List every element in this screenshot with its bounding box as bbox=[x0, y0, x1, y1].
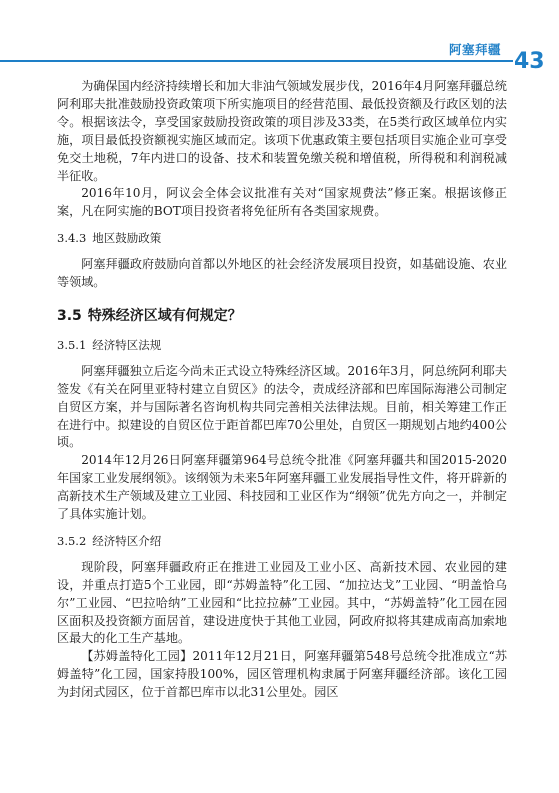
body-paragraph: 现阶段，阿塞拜疆政府正在推进工业园及工业小区、高新技术园、农业园的建设，并重点打造5个工业园，即“苏姆盖特”化工园、“加拉达戈”工业园、“明盖恰乌尔”工业园、“巴拉哈纳”工业园和“比拉拉赫”工业园。其中，“苏姆盖特”化工园在园区面积及投资额方面居首，建设进度快于其他工业园，阿政府拟将其建成南高加索地区最大的化工生产基地。 bbox=[57, 559, 507, 646]
page-number: 43 bbox=[514, 49, 545, 74]
section-number: 3.5.2 bbox=[57, 533, 87, 548]
section-heading-3-5-2 bbox=[57, 533, 507, 551]
section-title: 经济特区介绍 bbox=[92, 533, 162, 548]
section-title: 地区鼓励政策 bbox=[92, 231, 162, 246]
body-paragraph: 2016年10月，阿议会全体会议批准有关对“国家规费法”修正案。根据该修正案，凡在阿实施的BOT项目投资者将免征所有各类国家规费。 bbox=[57, 186, 507, 219]
section-heading-3-5 bbox=[57, 308, 507, 326]
section-heading-3-5-1 bbox=[57, 337, 507, 355]
body-paragraph: 阿塞拜疆独立后迄今尚未正式设立特殊经济区域。2016年3月，阿总统阿利耶夫签发《有关在阿里亚特村建立自贸区》的法令，责成经济部和巴库国际海港公司制定自贸区方案，并与国际著名咨询机构共同完善相关法律法规。目前，相关筹建工作正在进行中。拟建设的自贸区位于距首都巴库70公里处，自贸区一期规划占地约400公顷。 bbox=[57, 363, 507, 450]
body-paragraph: 为确保国内经济持续增长和加大非油气领域发展步伐，2016年4月阿塞拜疆总统阿利耶夫批准鼓励投资政策项下所实施项目的经营范围、最低投资额及行政区划的法令。根据该法令，享受国家鼓励投资政策的项目涉及33类，在5类行政区域单位内实施，项目最低投资额视实施区域而定。该项下优惠政策主要包括项目实施企业可享受免交土地税，7年内进口的设备、技术和装置免缴关税和增值税，所得税和利润税减半征收。 bbox=[57, 79, 507, 183]
section-title: 经济特区法规 bbox=[92, 337, 162, 352]
section-number: 3.5 bbox=[57, 307, 82, 324]
section-title: 特殊经济区域有何规定？ bbox=[87, 307, 242, 324]
header-rule bbox=[0, 60, 513, 62]
section-number: 3.5.1 bbox=[57, 337, 87, 352]
body-paragraph: 【苏姆盖特化工园】2011年12月21日，阿塞拜疆第548号总统令批准成立“苏姆盖特”化工园，国家持股100%，园区管理机构隶属于阿塞拜疆经济部。该化工园为封闭式园区，位于首都巴库市以北31公里处。园区 bbox=[57, 649, 507, 700]
section-heading-3-4-3 bbox=[57, 230, 507, 248]
page-body bbox=[57, 78, 507, 702]
body-paragraph: 2014年12月26日阿塞拜疆第964号总统令批准《阿塞拜疆共和国2015-2020年国家工业发展纲领》。该纲领为未来5年阿塞拜疆工业发展指导性文件，将开辟新的高新技术生产领域及建立工业园、科技园和工业区作为“纲领”优先方向之一，并制定了具体实施计划。 bbox=[57, 453, 507, 522]
body-paragraph: 阿塞拜疆政府鼓励向首都以外地区的社会经济发展项目投资，如基础设施、农业等领域。 bbox=[57, 257, 507, 290]
running-header-title: 阿塞拜疆 bbox=[449, 42, 502, 57]
section-number: 3.4.3 bbox=[57, 231, 87, 246]
